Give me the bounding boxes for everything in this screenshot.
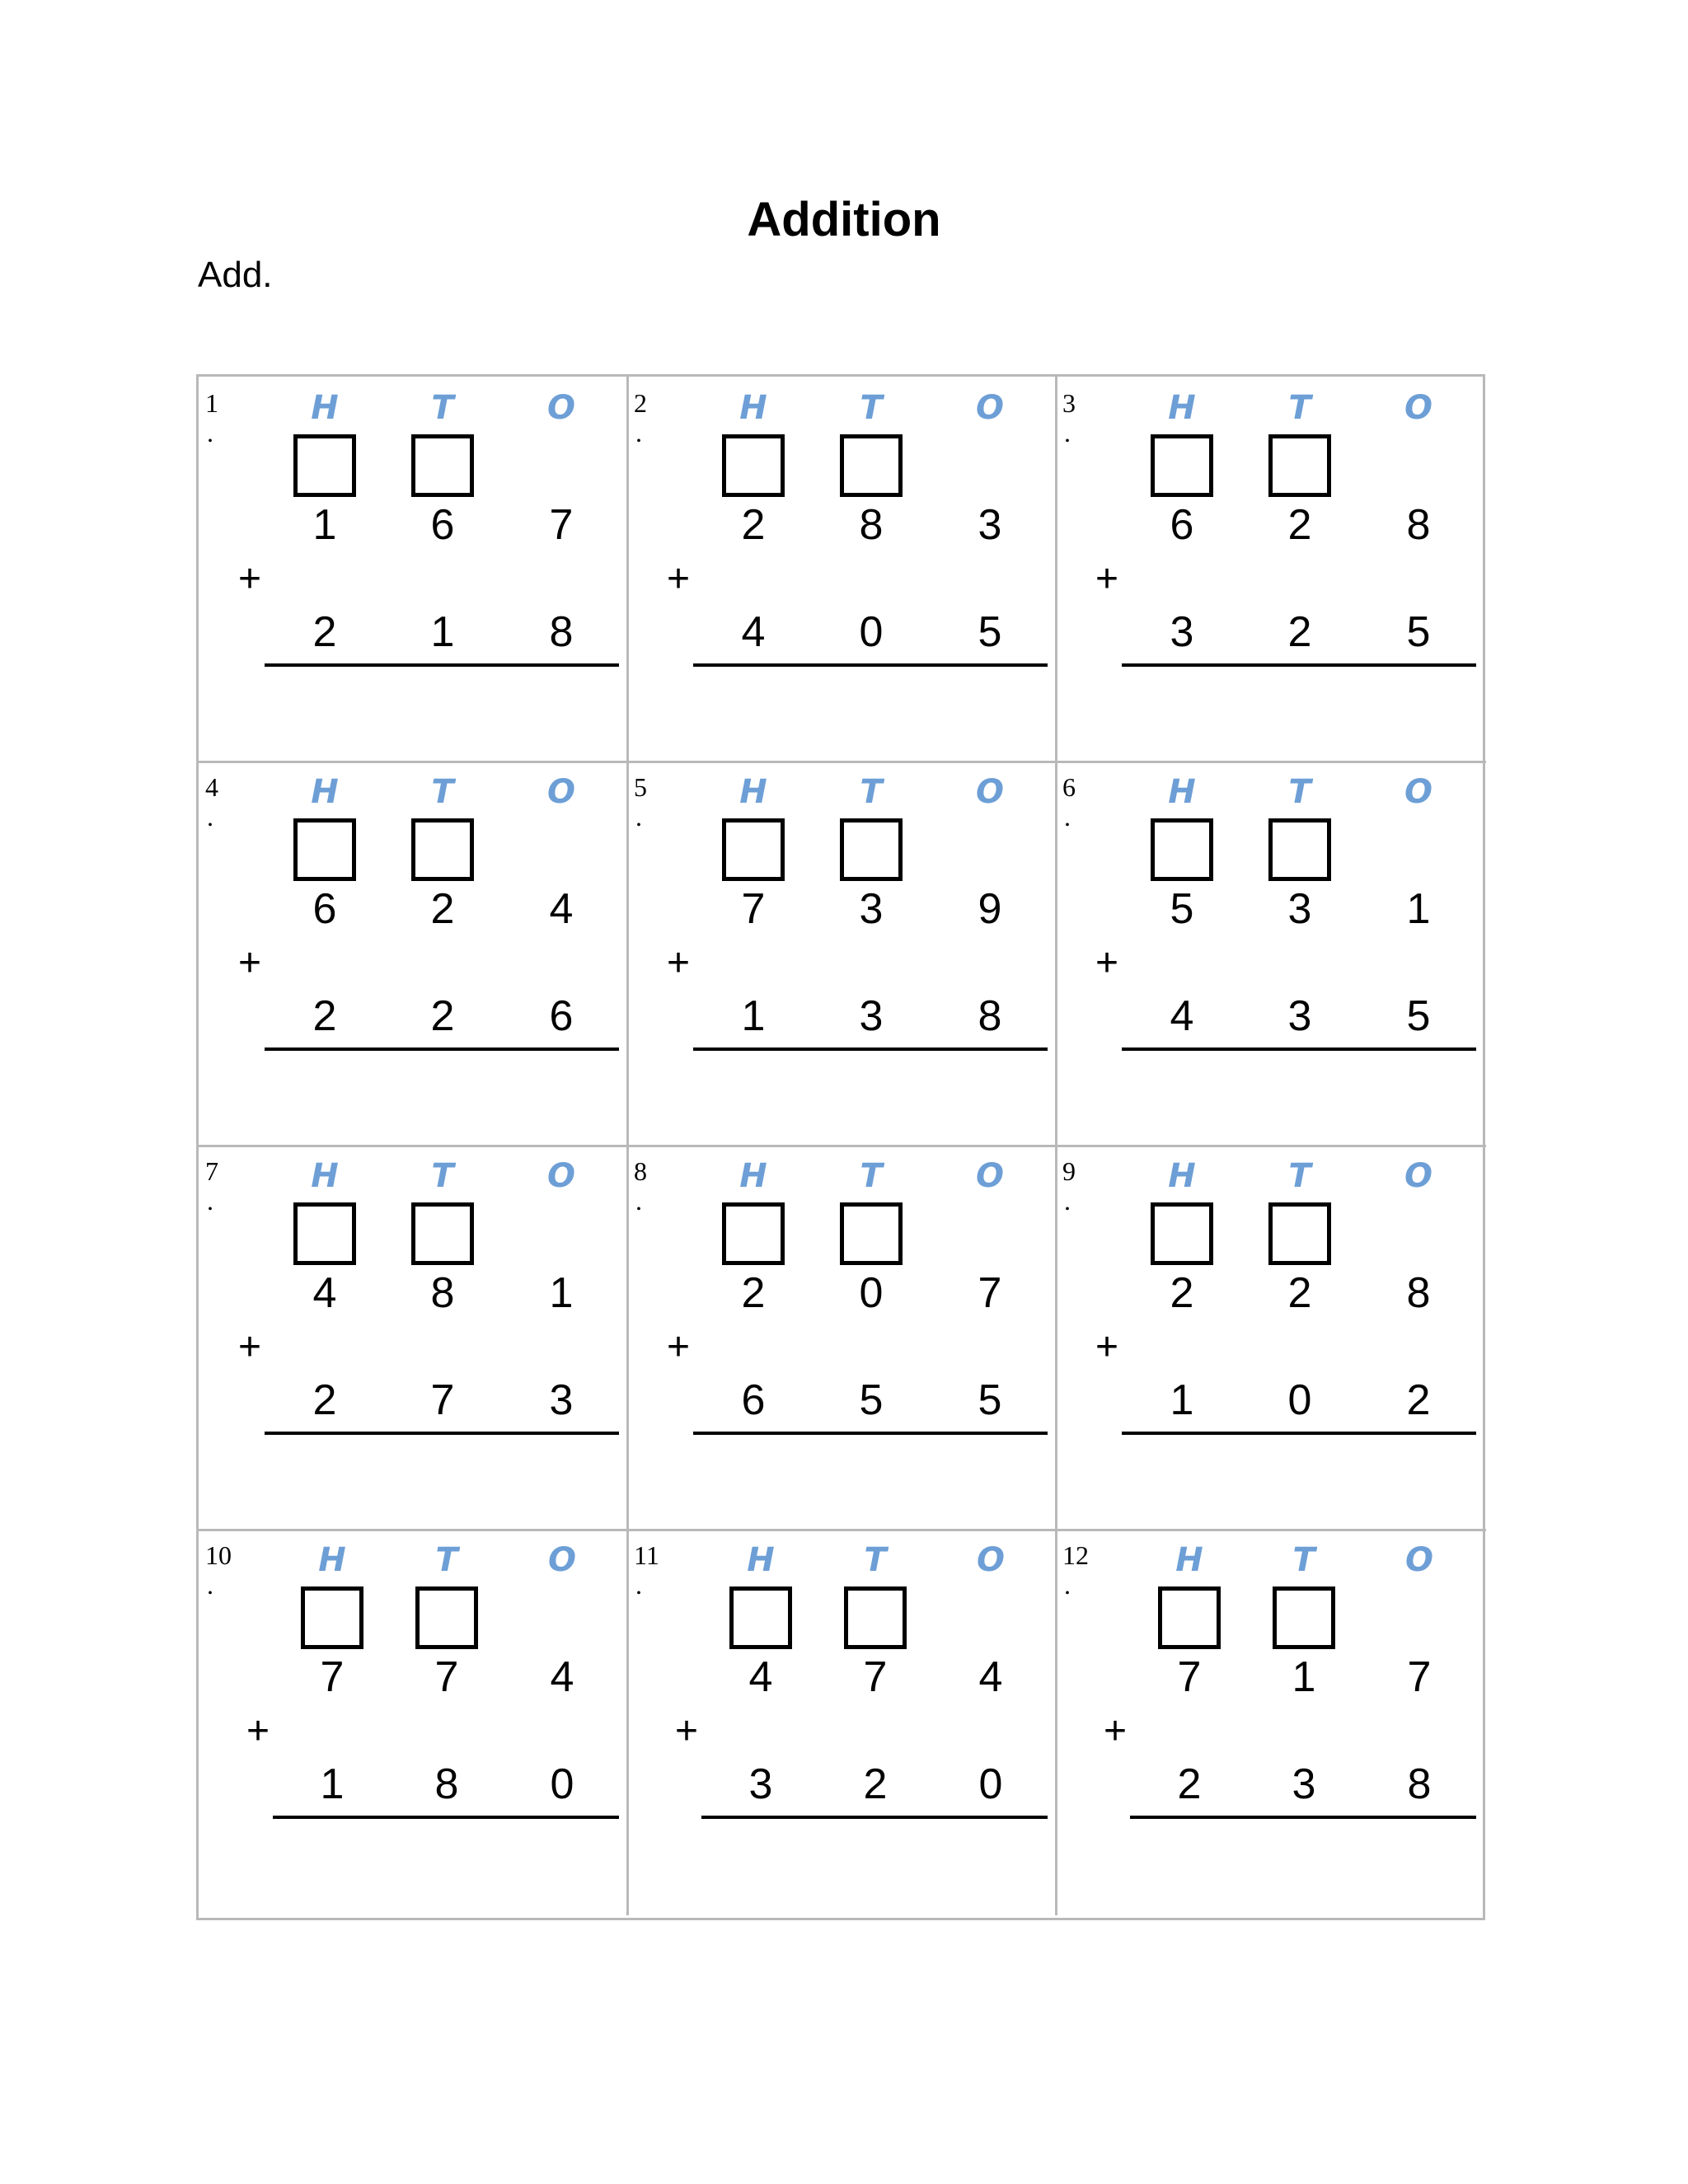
carry-box-tens[interactable] [415,1586,478,1649]
place-label-tens: T [431,389,454,427]
problem-cell [627,1145,1057,1531]
addend-bottom-digit-tens: 2 [430,992,455,1040]
carry-box-tens[interactable] [840,1202,903,1265]
addend-bottom-digit-hundreds: 2 [312,1376,337,1424]
addend-top-digit-hundreds: 6 [1170,501,1194,549]
place-label-hundreds: H [1168,1157,1196,1195]
problem-number-dot: . [1064,418,1071,448]
addend-top-digit-ones: 1 [1406,885,1431,933]
place-label-ones: O [976,1541,1005,1579]
addend-bottom-digit-ones: 8 [978,992,1002,1040]
answer-line [693,1047,1048,1051]
problem-number-dot: . [207,1186,213,1216]
problem-number: 5 [634,772,647,802]
problem-number: 7 [205,1156,218,1186]
place-label-ones: O [546,1157,575,1195]
place-label-tens: T [1288,389,1311,427]
answer-line [1122,1432,1476,1435]
plus-sign: + [246,1709,270,1753]
plus-sign: + [667,941,691,985]
carry-box-hundreds[interactable] [1151,818,1213,881]
addend-bottom-digit-ones: 6 [549,992,574,1040]
place-label-hundreds: H [318,1541,346,1579]
instruction-text: Add. [198,255,273,295]
carry-box-tens[interactable] [411,818,474,881]
addend-bottom-digit-ones: 5 [978,608,1002,656]
addend-bottom-digit-hundreds: 2 [312,992,337,1040]
problem-cell [1056,761,1486,1147]
place-label-hundreds: H [311,1157,339,1195]
plus-sign: + [1095,557,1119,601]
problem-number-dot: . [1064,802,1071,832]
problem-number: 9 [1062,1156,1076,1186]
problem-cell [199,761,629,1147]
addend-bottom-digit-tens: 7 [430,1376,455,1424]
place-label-ones: O [1404,1157,1432,1195]
place-label-tens: T [1292,1541,1315,1579]
plus-sign: + [238,557,262,601]
addend-top-digit-ones: 4 [550,1653,574,1701]
problem-grid [196,374,1485,1920]
problem-number-dot: . [207,1570,213,1600]
place-label-hundreds: H [739,1157,767,1195]
addend-top-digit-hundreds: 7 [320,1653,345,1701]
problem-number-dot: . [1064,1570,1071,1600]
place-label-tens: T [1288,1157,1311,1195]
addend-top-digit-hundreds: 4 [748,1653,773,1701]
place-label-ones: O [975,389,1004,427]
addend-top-digit-tens: 2 [1287,1269,1312,1317]
problem-cell [1056,377,1486,763]
answer-line [701,1816,1048,1819]
problem-cell [1056,1529,1486,1915]
carry-box-hundreds[interactable] [1158,1586,1221,1649]
carry-box-tens[interactable] [844,1586,907,1649]
addend-top-digit-hundreds: 5 [1170,885,1194,933]
addend-bottom-digit-hundreds: 1 [320,1760,345,1808]
answer-line [273,1816,619,1819]
problem-number-dot: . [207,802,213,832]
addend-bottom-digit-ones: 8 [1407,1760,1432,1808]
addend-top-digit-tens: 8 [430,1269,455,1317]
addend-top-digit-ones: 4 [549,885,574,933]
addend-top-digit-hundreds: 1 [312,501,337,549]
addend-bottom-digit-tens: 0 [859,608,884,656]
addend-top-digit-tens: 3 [859,885,884,933]
addend-bottom-digit-hundreds: 2 [312,608,337,656]
addend-top-digit-tens: 7 [434,1653,459,1701]
addend-top-digit-ones: 3 [978,501,1002,549]
addend-top-digit-hundreds: 7 [1177,1653,1202,1701]
addend-top-digit-tens: 8 [859,501,884,549]
problem-number: 4 [205,772,218,802]
answer-line [1122,663,1476,667]
problem-number: 8 [634,1156,647,1186]
problem-number-dot: . [207,418,213,448]
carry-box-tens[interactable] [1268,434,1331,497]
answer-line [693,663,1048,667]
place-label-hundreds: H [739,773,767,811]
place-label-hundreds: H [311,389,339,427]
place-label-tens: T [431,773,454,811]
addend-top-digit-hundreds: 4 [312,1269,337,1317]
problem-number-dot: . [635,802,642,832]
addend-bottom-digit-tens: 3 [1287,992,1312,1040]
problem-cell [1056,1145,1486,1531]
addend-bottom-digit-tens: 5 [859,1376,884,1424]
carry-box-tens[interactable] [840,818,903,881]
problem-cell [627,1529,1057,1915]
plus-sign: + [675,1709,699,1753]
place-label-hundreds: H [1168,389,1196,427]
carry-box-hundreds[interactable] [1151,434,1213,497]
addend-bottom-digit-ones: 8 [549,608,574,656]
addend-bottom-digit-ones: 5 [1406,608,1431,656]
carry-box-tens[interactable] [1273,1586,1335,1649]
carry-box-hundreds[interactable] [293,434,356,497]
addend-bottom-digit-tens: 3 [1292,1760,1316,1808]
place-label-ones: O [975,773,1004,811]
problem-number-dot: . [635,1186,642,1216]
addend-top-digit-hundreds: 6 [312,885,337,933]
addend-bottom-digit-ones: 3 [549,1376,574,1424]
plus-sign: + [1104,1709,1128,1753]
problem-number: 12 [1062,1540,1089,1570]
place-label-ones: O [975,1157,1004,1195]
problem-cell [199,377,629,763]
addend-bottom-digit-tens: 2 [863,1760,888,1808]
problem-number: 10 [205,1540,232,1570]
addend-bottom-digit-ones: 0 [550,1760,574,1808]
addend-bottom-digit-hundreds: 3 [1170,608,1194,656]
place-label-hundreds: H [739,389,767,427]
addend-bottom-digit-hundreds: 1 [741,992,766,1040]
addend-top-digit-ones: 1 [549,1269,574,1317]
carry-box-tens[interactable] [411,434,474,497]
addend-top-digit-ones: 7 [549,501,574,549]
carry-box-hundreds[interactable] [1151,1202,1213,1265]
addend-top-digit-ones: 4 [978,1653,1003,1701]
addend-top-digit-tens: 3 [1287,885,1312,933]
page-title: Addition [747,193,941,246]
problem-number: 11 [634,1540,659,1570]
carry-box-hundreds[interactable] [301,1586,363,1649]
place-label-ones: O [1404,1541,1433,1579]
problem-number-dot: . [635,1570,642,1600]
addend-bottom-digit-tens: 0 [1287,1376,1312,1424]
problem-number: 3 [1062,388,1076,418]
place-label-tens: T [1288,773,1311,811]
answer-line [265,1047,619,1051]
addend-bottom-digit-hundreds: 3 [748,1760,773,1808]
plus-sign: + [667,1325,691,1369]
addend-bottom-digit-hundreds: 1 [1170,1376,1194,1424]
place-label-hundreds: H [1175,1541,1203,1579]
addend-bottom-digit-hundreds: 4 [1170,992,1194,1040]
addend-top-digit-ones: 8 [1406,1269,1431,1317]
place-label-ones: O [1404,773,1432,811]
place-label-tens: T [864,1541,887,1579]
addend-bottom-digit-ones: 2 [1406,1376,1431,1424]
addend-top-digit-ones: 9 [978,885,1002,933]
addend-top-digit-hundreds: 2 [741,501,766,549]
carry-box-hundreds[interactable] [293,818,356,881]
place-label-ones: O [546,389,575,427]
addend-top-digit-hundreds: 7 [741,885,766,933]
problem-cell [199,1529,629,1915]
carry-box-tens[interactable] [1268,818,1331,881]
carry-box-tens[interactable] [1268,1202,1331,1265]
place-label-tens: T [860,773,883,811]
answer-line [1130,1816,1476,1819]
problem-number: 2 [634,388,647,418]
addend-bottom-digit-ones: 0 [978,1760,1003,1808]
addend-bottom-digit-hundreds: 2 [1177,1760,1202,1808]
problem-cell [627,377,1057,763]
addend-top-digit-ones: 7 [978,1269,1002,1317]
carry-box-hundreds[interactable] [722,818,785,881]
problem-number-dot: . [1064,1186,1071,1216]
addend-bottom-digit-tens: 8 [434,1760,459,1808]
place-label-tens: T [860,1157,883,1195]
carry-box-hundreds[interactable] [729,1586,792,1649]
answer-line [265,1432,619,1435]
addend-top-digit-hundreds: 2 [1170,1269,1194,1317]
addend-top-digit-tens: 2 [430,885,455,933]
addend-top-digit-tens: 6 [430,501,455,549]
addend-top-digit-ones: 7 [1407,1653,1432,1701]
addend-bottom-digit-tens: 2 [1287,608,1312,656]
plus-sign: + [238,1325,262,1369]
addend-top-digit-tens: 0 [859,1269,884,1317]
place-label-ones: O [1404,389,1432,427]
carry-box-hundreds[interactable] [722,1202,785,1265]
addend-top-digit-tens: 2 [1287,501,1312,549]
answer-line [693,1432,1048,1435]
problem-number-dot: . [635,418,642,448]
carry-box-hundreds[interactable] [293,1202,356,1265]
place-label-hundreds: H [311,773,339,811]
problem-cell [627,761,1057,1147]
plus-sign: + [667,557,691,601]
addend-bottom-digit-tens: 3 [859,992,884,1040]
place-label-hundreds: H [747,1541,775,1579]
place-label-tens: T [435,1541,458,1579]
place-label-tens: T [860,389,883,427]
problem-cell [199,1145,629,1531]
place-label-ones: O [546,773,575,811]
addend-bottom-digit-tens: 1 [430,608,455,656]
carry-box-hundreds[interactable] [722,434,785,497]
carry-box-tens[interactable] [411,1202,474,1265]
plus-sign: + [238,941,262,985]
answer-line [265,663,619,667]
addend-bottom-digit-ones: 5 [1406,992,1431,1040]
addend-top-digit-hundreds: 2 [741,1269,766,1317]
place-label-tens: T [431,1157,454,1195]
place-label-ones: O [547,1541,576,1579]
addend-bottom-digit-hundreds: 6 [741,1376,766,1424]
addend-bottom-digit-ones: 5 [978,1376,1002,1424]
plus-sign: + [1095,941,1119,985]
place-label-hundreds: H [1168,773,1196,811]
addend-bottom-digit-hundreds: 4 [741,608,766,656]
problem-number: 1 [205,388,218,418]
carry-box-tens[interactable] [840,434,903,497]
plus-sign: + [1095,1325,1119,1369]
answer-line [1122,1047,1476,1051]
problem-number: 6 [1062,772,1076,802]
addend-top-digit-tens: 1 [1292,1653,1316,1701]
addend-top-digit-ones: 8 [1406,501,1431,549]
addend-top-digit-tens: 7 [863,1653,888,1701]
